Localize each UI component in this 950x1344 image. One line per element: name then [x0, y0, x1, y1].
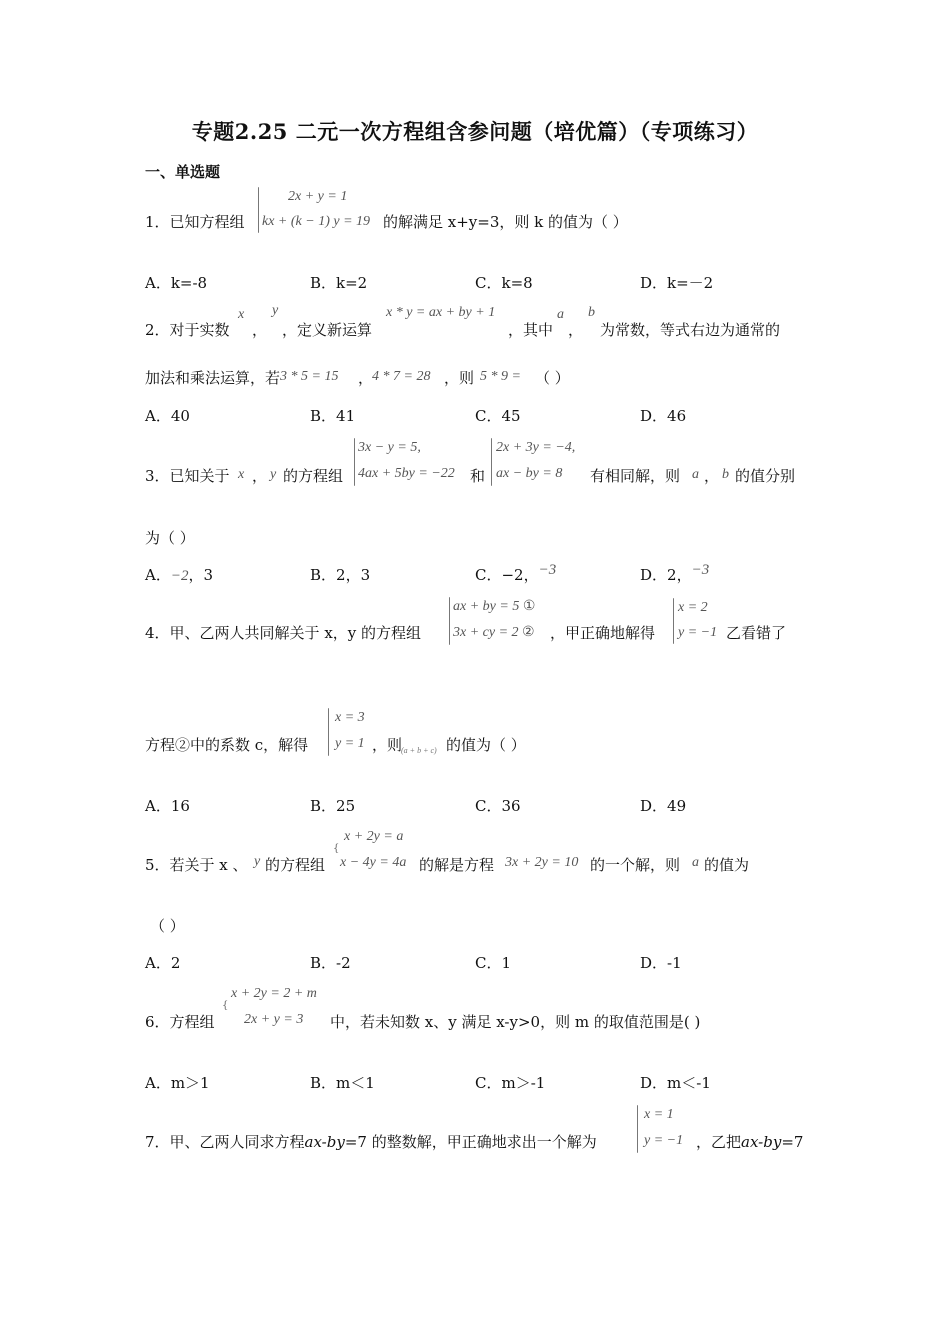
q4-sol2-x: x = 3 — [335, 710, 365, 725]
q4-text-pre: 4．甲、乙两人共同解关于 x，y 的方程组 — [145, 624, 422, 642]
q6-eq2: 2x + y = 3 — [244, 1012, 304, 1027]
q3-sys1-eq2: 4ax + 5by = −22 — [358, 466, 455, 481]
q6-option-a: A．m＞1 — [145, 1074, 210, 1092]
q2-text-mid3: ，则 — [444, 369, 475, 387]
q7-text-pre: 7．甲、乙两人同求方程 — [145, 1133, 305, 1151]
q5-eq1: x + 2y = a — [344, 829, 404, 844]
q7-text-mid: ，乙把 — [696, 1133, 742, 1151]
q2-expr-3: 5 * 9 = — [480, 369, 521, 384]
q5-text-mid: 的方程组 — [265, 856, 326, 874]
q3-option-c — [475, 564, 556, 585]
q5-option-c: C．1 — [475, 954, 512, 972]
q6-option-c: C．m＞-1 — [475, 1074, 546, 1092]
q4-eq1-text: ax + by = 5 — [453, 599, 520, 614]
q6-option-b: B．m＜1 — [310, 1074, 375, 1092]
q2-expr-2: 4 * 7 = 28 — [372, 369, 431, 384]
q2-sep2: ， — [568, 321, 584, 339]
q4-eq1-mark: ① — [522, 599, 536, 614]
q6-text-pre: 6．方程组 — [145, 1013, 215, 1031]
q7-sol-x: x = 1 — [644, 1107, 674, 1122]
q7-text — [145, 1132, 597, 1152]
q1-eq2: kx + (k − 1) y = 19 — [262, 214, 371, 229]
q3-sys1-eq1: 3x − y = 5, — [358, 440, 421, 455]
q3-option-a-label: A． — [145, 566, 171, 584]
q3-var-x: x — [238, 467, 245, 482]
q2-operation: x * y = ax + by + 1 — [386, 305, 496, 320]
q3-option-a-rest: ，3 — [188, 566, 214, 584]
q3-sys2-eq2: ax − by = 8 — [496, 466, 563, 481]
q5-var-a: a — [692, 855, 699, 870]
q4-text-post: 乙看错了 — [726, 624, 787, 642]
q5-text-mid2: 的解是方程 — [419, 856, 495, 874]
q4-option-d: D．49 — [640, 797, 687, 815]
q3-text-post2: 的值分别 — [735, 467, 796, 485]
q7-text-post: =7 — [781, 1133, 804, 1151]
q5-text-post2: 的值为 — [704, 856, 750, 874]
q3-option-d — [640, 564, 709, 585]
q4-option-a: A．16 — [145, 797, 190, 815]
q1-text-pre: 1．已知方程组 — [145, 213, 245, 231]
q3-option-c-label: C．−2， — [475, 566, 539, 584]
q3-option-a — [145, 564, 213, 585]
q1-text-post: 的解满足 x+y=3，则 k 的值为（ ） — [383, 213, 628, 231]
q4-option-c: C．36 — [475, 797, 521, 815]
q2-text-mid: ，定义新运算 — [282, 321, 373, 339]
page-title: 专题2.25 二元一次方程组含参问题（培优篇）（专项练习） — [191, 119, 759, 144]
q4-eq1 — [453, 596, 535, 618]
q3-option-d-label: D．2， — [640, 566, 692, 584]
system-brace-icon: { — [333, 843, 340, 854]
q4-line2-mid: ，则 — [372, 736, 403, 754]
system-brace — [637, 1105, 638, 1153]
q2-expr-1: 3 * 5 = 15 — [280, 369, 339, 384]
q3-and: 和 — [470, 467, 486, 485]
q5-line2: （ ） — [150, 917, 185, 935]
q3-text-post: 有相同解，则 — [590, 467, 681, 485]
q2-sep: ， — [252, 321, 268, 339]
q1-option-b: B．k=2 — [310, 274, 368, 292]
q3-var-a: a — [692, 467, 699, 482]
q5-text-pre: 5．若关于 x 、 — [145, 856, 248, 874]
q7-text-rest: =7 的整数解，甲正确地求出一个解为 — [344, 1133, 597, 1151]
q3-sep: ， — [252, 467, 268, 485]
system-brace — [449, 597, 450, 645]
q2-var-a: a — [557, 307, 564, 322]
system-brace — [328, 708, 329, 756]
q1-option-c: C．k=8 — [475, 274, 533, 292]
q1-option-a: A．k=-8 — [145, 274, 208, 292]
q1-option-d: D．k=－2 — [640, 274, 714, 292]
system-brace — [354, 438, 355, 486]
q5-option-d: D．-1 — [640, 954, 682, 972]
q2-option-c: C．45 — [475, 407, 521, 425]
q2-line2-pre: 加法和乘法运算，若 — [145, 369, 281, 387]
q4-eq2 — [453, 622, 535, 644]
q3-option-a-value: −2 — [170, 568, 189, 584]
q4-expr-text: (a + b + c) — [401, 746, 437, 755]
q5-option-a: A．2 — [145, 954, 181, 972]
q4-eq2-text: 3x + cy = 2 — [453, 625, 519, 640]
q7-equation-2: ax-by — [741, 1133, 782, 1151]
q2-line2-post: （ ） — [535, 369, 570, 387]
q5-option-b: B．-2 — [310, 954, 351, 972]
q4-text-mid: ，甲正确地解得 — [550, 624, 656, 642]
q5-text-post: 的一个解，则 — [590, 856, 681, 874]
q3-option-c-value: −3 — [538, 562, 557, 578]
q3-text-pre: 3．已知关于 — [145, 467, 230, 485]
q4-line2-post: 的值为（ ） — [446, 736, 526, 754]
q3-sys2-eq1: 2x + 3y = −4, — [496, 440, 576, 455]
q4-sol2-y: y = 1 — [335, 736, 365, 751]
q6-text-post: 中，若未知数 x、y 满足 x-y>0，则 m 的取值范围是( ) — [330, 1013, 701, 1031]
q6-eq1: x + 2y = 2 + m — [231, 986, 317, 1001]
q5-eq3: 3x + 2y = 10 — [505, 855, 579, 870]
q4-option-b: B．25 — [310, 797, 356, 815]
q3-var-b: b — [722, 467, 729, 482]
q4-line2-pre: 方程②中的系数 c，解得 — [145, 736, 309, 754]
q4-sol1-x: x = 2 — [678, 600, 708, 615]
q3-sep2: ， — [704, 467, 720, 485]
q6-option-d: D．m＜-1 — [640, 1074, 711, 1092]
system-brace — [491, 438, 492, 486]
q2-sep3: ， — [358, 369, 374, 387]
q2-text-pre: 2．对于实数 — [145, 321, 230, 339]
q5-var-y: y — [254, 854, 261, 869]
q4-expr — [401, 738, 437, 761]
q2-text-post: 为常数，等式右边为通常的 — [600, 321, 781, 339]
q3-option-d-value: −3 — [691, 562, 710, 578]
system-brace-icon: { — [222, 1000, 229, 1011]
q7-equation: ax-by — [304, 1133, 345, 1151]
system-brace — [258, 187, 259, 233]
q2-text-mid2: ，其中 — [508, 321, 554, 339]
q3-var-y: y — [270, 467, 277, 482]
q1-eq1: 2x + y = 1 — [288, 189, 348, 204]
q2-option-a: A．40 — [145, 407, 190, 425]
q2-var-y: y — [272, 303, 279, 318]
q2-option-b: B．41 — [310, 407, 356, 425]
section-heading: 一、单选题 — [145, 163, 221, 181]
q3-option-b: B．2，3 — [310, 566, 371, 584]
q3-text-mid: 的方程组 — [283, 467, 344, 485]
system-brace — [673, 598, 674, 644]
q7-text-end — [696, 1132, 803, 1152]
q7-sol-y: y = −1 — [644, 1133, 684, 1148]
q3-line2: 为（ ） — [145, 529, 195, 547]
q2-option-d: D．46 — [640, 407, 687, 425]
q2-var-x: x — [238, 307, 245, 322]
q2-var-b: b — [588, 305, 595, 320]
q5-eq2: x − 4y = 4a — [340, 855, 407, 870]
q4-sol1-y: y = −1 — [678, 625, 718, 640]
q4-eq2-mark: ② — [522, 625, 535, 640]
